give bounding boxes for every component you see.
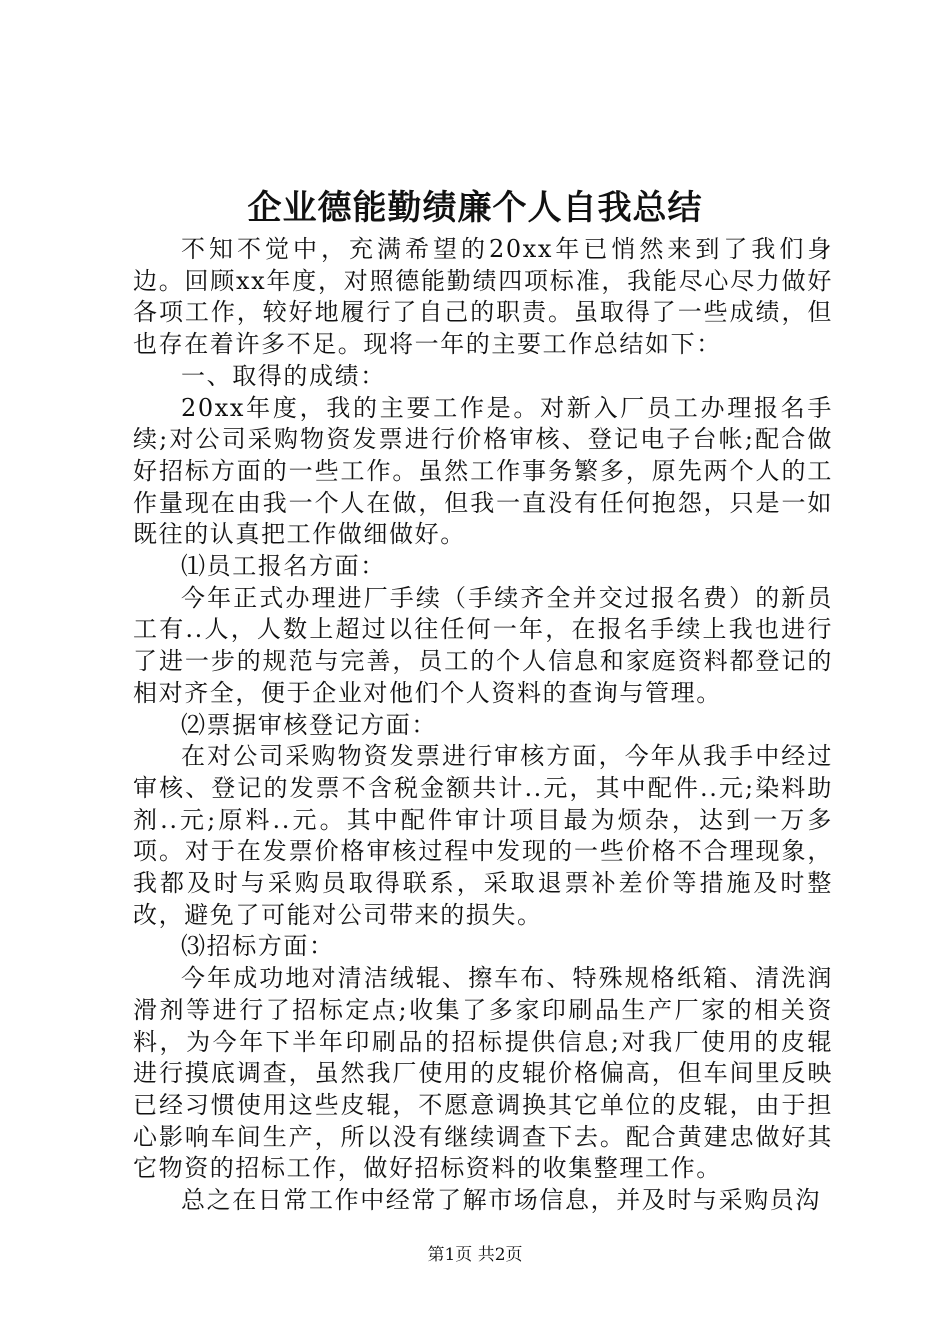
subsection-heading-bidding: ⑶招标方面： [181, 932, 335, 961]
paragraph-main-work: 20xx年度，我的主要工作是。对新入厂员工办理报名手续;对公司采购物资发票进行价格审核、登记电子台帐;配合做好招标方面的一些工作。虽然工作事务繁多，原先两个人的工作量现在由我一个人在做，但我一直没有任何抱怨，只是一如既往的认真把工作做细做好。 [133, 393, 833, 549]
section-heading-achievements: 一、取得的成绩： [181, 361, 386, 390]
paragraph-intro: 不知不觉中，充满希望的20xx年已悄然来到了我们身边。回顾xx年度，对照德能勤绩四项标准，我能尽心尽力做好各项工作，较好地履行了自己的职责。虽取得了一些成绩，但也存在着许多不足。现将一年的主要工作总结如下： [133, 235, 833, 359]
paragraph-registration: 今年正式办理进厂手续（手续齐全并交过报名费）的新员工有..人，人数上超过以往任何一年，在报名手续上我也进行了进一步的规范与完善，员工的个人信息和家庭资料都登记的相对齐全，便于企业对他们个人资料的查询与管理。 [133, 583, 833, 707]
subsection-heading-invoice-audit: ⑵票据审核登记方面： [181, 710, 437, 739]
document-title: 企业德能勤绩廉个人自我总结 [247, 188, 703, 228]
page-footer: 第1页 共2页 [427, 1245, 523, 1265]
document-body [133, 234, 833, 1217]
paragraph-bidding: 今年成功地对清洁绒辊、擦车布、特殊规格纸箱、清洗润滑剂等进行了招标定点;收集了多家印刷品生产厂家的相关资料，为今年下半年印刷品的招标提供信息;对我厂使用的皮辊进行摸底调查，虽然我厂使用的皮辊价格偏高，但车间里反映已经习惯使用这些皮辊，不愿意调换其它单位的皮辊，由于担心影响车间生产，所以没有继续调查下去。配合黄建忠做好其它物资的招标工作，做好招标资料的收集整理工作。 [133, 964, 833, 1183]
paragraph-invoice-audit: 在对公司采购物资发票进行审核方面，今年从我手中经过审核、登记的发票不含税金额共计..元，其中配件..元;染料助剂..元;原料..元。其中配件审计项目最为烦杂，达到一万多项。对于在发票价格审核过程中发现的一些价格不合理现象，我都及时与采购员取得联系，采取退票补差价等措施及时整改，避免了可能对公司带来的损失。 [133, 742, 833, 929]
paragraph-summary: 总之在日常工作中经常了解市场信息，并及时与采购员沟 [181, 1186, 821, 1215]
subsection-heading-registration: ⑴员工报名方面： [181, 552, 386, 581]
